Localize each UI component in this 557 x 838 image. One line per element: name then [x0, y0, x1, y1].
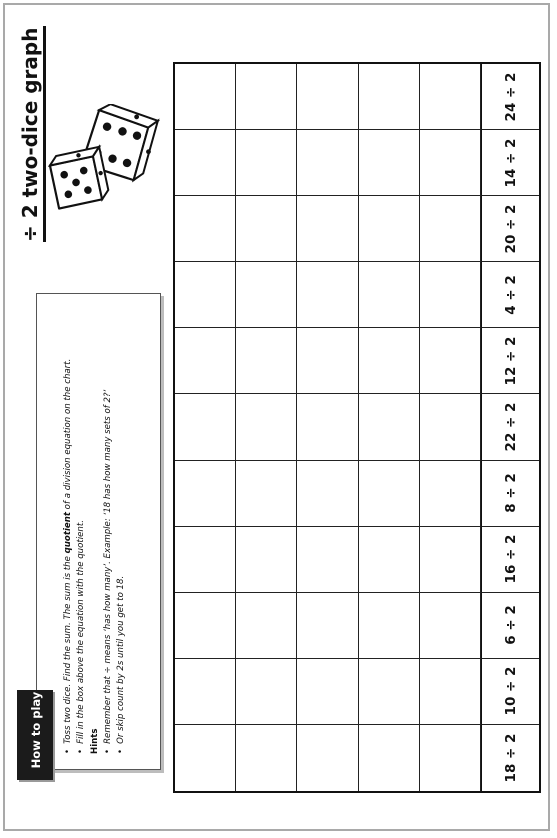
bullet: • — [116, 748, 126, 754]
answer-box[interactable] — [359, 461, 420, 527]
answer-box[interactable] — [420, 328, 481, 394]
bullet: • — [76, 748, 86, 754]
equation-label: 18 ÷ 2 — [502, 733, 519, 783]
hint-line — [102, 304, 115, 754]
answer-box[interactable] — [175, 262, 236, 328]
how-to-play-instructions — [62, 304, 154, 754]
answer-box[interactable] — [236, 593, 297, 659]
answer-box[interactable] — [420, 394, 481, 460]
equation-label: 4 ÷ 2 — [502, 275, 519, 315]
answer-box[interactable] — [359, 196, 420, 262]
equation-label: 10 ÷ 2 — [502, 666, 519, 716]
answer-box[interactable] — [175, 328, 236, 394]
instruction-text: Fill in the box above the equation with the quotient. — [76, 520, 86, 744]
answer-box[interactable] — [297, 262, 358, 328]
answer-box[interactable] — [420, 262, 481, 328]
answer-box[interactable] — [236, 262, 297, 328]
equation-cell — [481, 394, 539, 460]
answer-box[interactable] — [297, 130, 358, 196]
answer-box[interactable] — [175, 196, 236, 262]
answer-box[interactable] — [420, 593, 481, 659]
equation-cell — [481, 328, 539, 394]
equation-cell — [481, 196, 539, 262]
answer-box[interactable] — [175, 64, 236, 130]
answer-box[interactable] — [359, 593, 420, 659]
answer-box[interactable] — [297, 394, 358, 460]
equation-cell — [481, 130, 539, 196]
answer-box[interactable] — [420, 196, 481, 262]
equation-cell — [481, 527, 539, 593]
bullet: • — [103, 748, 113, 754]
answer-box[interactable] — [236, 130, 297, 196]
answer-box[interactable] — [236, 196, 297, 262]
answer-box[interactable] — [236, 394, 297, 460]
answer-box[interactable] — [297, 659, 358, 725]
hint-text: Remember that ÷ means ‘has how many’. Example: ‘18 has how many sets of 2?’ — [103, 389, 113, 744]
answer-box[interactable] — [175, 130, 236, 196]
answer-box[interactable] — [420, 725, 481, 791]
instruction-keyword: quotient — [63, 512, 73, 554]
hints-heading: Hints — [90, 728, 100, 754]
equation-label: 22 ÷ 2 — [502, 402, 519, 452]
equation-label: 24 ÷ 2 — [502, 72, 519, 121]
answer-box[interactable] — [359, 130, 420, 196]
answer-box[interactable] — [359, 659, 420, 725]
equation-label: 12 ÷ 2 — [502, 336, 519, 386]
answer-box[interactable] — [297, 725, 358, 791]
answer-box[interactable] — [359, 725, 420, 791]
answer-box[interactable] — [359, 394, 420, 460]
instruction-text: of a division equation on the chart. — [63, 358, 73, 513]
bullet: • — [63, 748, 73, 754]
instruction-line — [62, 304, 75, 754]
equation-cell — [481, 659, 539, 725]
page-title-wrapper — [18, 27, 48, 242]
answer-box[interactable] — [359, 527, 420, 593]
equation-label: 6 ÷ 2 — [502, 605, 519, 646]
equation-cell — [481, 64, 539, 130]
answer-box[interactable] — [175, 659, 236, 725]
answer-box[interactable] — [359, 64, 420, 130]
answer-box[interactable] — [297, 64, 358, 130]
equation-label: 8 ÷ 2 — [502, 473, 519, 513]
answer-box[interactable] — [297, 328, 358, 394]
equation-cell — [481, 262, 539, 328]
answer-box[interactable] — [420, 64, 481, 130]
equation-label: 14 ÷ 2 — [502, 138, 519, 188]
how-to-play-label: How to play — [29, 691, 43, 769]
answer-box[interactable] — [297, 527, 358, 593]
instruction-line — [75, 304, 88, 754]
answer-box[interactable] — [297, 196, 358, 262]
dice-graph-grid — [173, 62, 541, 793]
answer-box[interactable] — [359, 328, 420, 394]
hint-text: Or skip count by 2s until you get to 18. — [116, 575, 126, 744]
answer-box[interactable] — [175, 394, 236, 460]
answer-box[interactable] — [175, 527, 236, 593]
instruction-text: Toss two dice. Find the sum. The sum is the — [63, 553, 73, 744]
answer-box[interactable] — [420, 461, 481, 527]
dice-icon — [48, 104, 164, 216]
hint-line — [115, 304, 128, 754]
answer-box[interactable] — [236, 527, 297, 593]
equation-cell — [481, 593, 539, 659]
answer-box[interactable] — [297, 461, 358, 527]
answer-box[interactable] — [297, 593, 358, 659]
equation-cell — [481, 461, 539, 527]
answer-box[interactable] — [175, 461, 236, 527]
equation-label: 16 ÷ 2 — [502, 534, 519, 584]
answer-box[interactable] — [420, 527, 481, 593]
equation-label: 20 ÷ 2 — [502, 204, 519, 254]
answer-box[interactable] — [359, 262, 420, 328]
answer-box[interactable] — [420, 130, 481, 196]
answer-box[interactable] — [236, 659, 297, 725]
page-title: ÷ 2 two-dice graph — [18, 26, 46, 242]
answer-box[interactable] — [175, 725, 236, 791]
answer-box[interactable] — [236, 461, 297, 527]
answer-box[interactable] — [236, 725, 297, 791]
answer-box[interactable] — [175, 593, 236, 659]
answer-box[interactable] — [236, 64, 297, 130]
answer-box[interactable] — [236, 328, 297, 394]
answer-box[interactable] — [420, 659, 481, 725]
equation-cell — [481, 725, 539, 791]
